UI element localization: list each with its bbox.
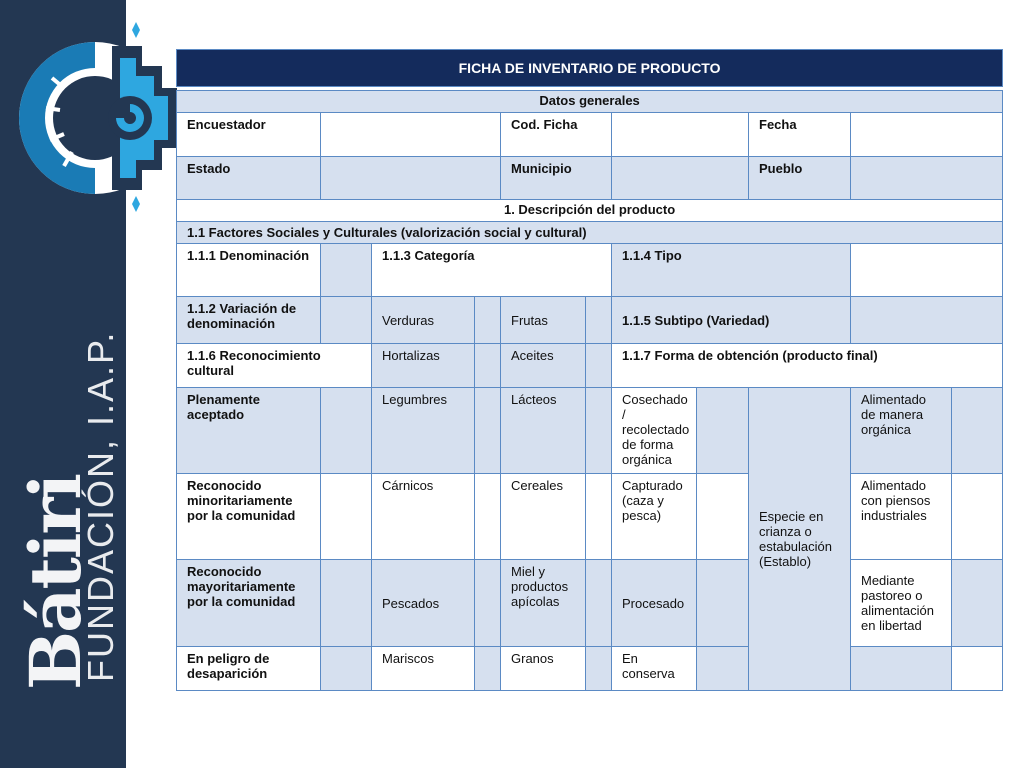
especie-label: Especie en crianza o estabulación (Establo)	[749, 388, 851, 691]
fecha-label: Fecha	[749, 113, 851, 157]
conserva-label: En conserva	[612, 647, 697, 691]
pleno-label: Plenamente aceptado	[177, 388, 321, 474]
verduras-check[interactable]	[475, 297, 501, 344]
subtipo-label: 1.1.5 Subtipo (Variedad)	[612, 297, 851, 344]
peligro-check[interactable]	[321, 647, 372, 691]
cereales-label: Cereales	[501, 474, 586, 560]
piensos-check[interactable]	[952, 474, 1003, 560]
hortalizas-label: Hortalizas	[372, 344, 475, 388]
legumbres-label: Legumbres	[372, 388, 475, 474]
subtipo-field[interactable]	[851, 297, 1003, 344]
section-description: 1. Descripción del producto	[177, 200, 1003, 222]
minoritario-label: Reconocido minoritariamente por la comunidad	[177, 474, 321, 560]
carnicos-check[interactable]	[475, 474, 501, 560]
minoritario-check[interactable]	[321, 474, 372, 560]
section-factors: 1.1 Factores Sociales y Culturales (valorización social y cultural)	[177, 222, 1003, 244]
mariscos-check[interactable]	[475, 647, 501, 691]
mayoritario-check[interactable]	[321, 560, 372, 647]
mayoritario-label: Reconocido mayoritariamente por la comunidad	[177, 560, 321, 647]
municipio-field[interactable]	[612, 157, 749, 200]
pleno-check[interactable]	[321, 388, 372, 474]
miel-check[interactable]	[586, 560, 612, 647]
pastoreo-label: Mediante pastoreo o alimentación en libertad	[851, 560, 952, 647]
empty-check[interactable]	[952, 647, 1003, 691]
conserva-check[interactable]	[697, 647, 749, 691]
inventory-form	[176, 49, 1002, 691]
pescados-check[interactable]	[475, 560, 501, 647]
estado-label: Estado	[177, 157, 321, 200]
granos-label: Granos	[501, 647, 586, 691]
granos-check[interactable]	[586, 647, 612, 691]
lacteos-label: Lácteos	[501, 388, 586, 474]
denominacion-field[interactable]	[321, 244, 372, 297]
encuestador-field[interactable]	[321, 113, 501, 157]
procesado-check[interactable]	[697, 560, 749, 647]
miel-label: Miel y productos apícolas	[501, 560, 586, 647]
categoria-label: 1.1.3 Categoría	[372, 244, 612, 297]
spiral-fret-logo-icon	[12, 18, 182, 218]
pastoreo-check[interactable]	[952, 560, 1003, 647]
piensos-label: Alimentado con piensos industriales	[851, 474, 952, 560]
variacion-field[interactable]	[321, 297, 372, 344]
capturado-label: Capturado (caza y pesca)	[612, 474, 697, 560]
brand-subtitle: FUNDACIÓN, I.A.P.	[80, 330, 121, 682]
aceites-label: Aceites	[501, 344, 586, 388]
mariscos-label: Mariscos	[372, 647, 475, 691]
pueblo-field[interactable]	[851, 157, 1003, 200]
frutas-check[interactable]	[586, 297, 612, 344]
tipo-field[interactable]	[851, 244, 1003, 297]
cod-ficha-label: Cod. Ficha	[501, 113, 612, 157]
section-general: Datos generales	[177, 91, 1003, 113]
procesado-label: Procesado	[612, 560, 697, 647]
peligro-label: En peligro de desaparición	[177, 647, 321, 691]
brand-script-name: Bátiri	[14, 475, 97, 690]
fecha-field[interactable]	[851, 113, 1003, 157]
denominacion-label: 1.1.1 Denominación	[177, 244, 321, 297]
estado-field[interactable]	[321, 157, 501, 200]
cosechado-text: Cosechado / recolectado de forma orgánica	[622, 392, 690, 467]
carnicos-label: Cárnicos	[372, 474, 475, 560]
pescados-label: Pescados	[372, 560, 475, 647]
cereales-check[interactable]	[586, 474, 612, 560]
frutas-label: Frutas	[501, 297, 586, 344]
lacteos-check[interactable]	[586, 388, 612, 474]
aceites-check[interactable]	[586, 344, 612, 388]
forma-obtencion-label: 1.1.7 Forma de obtención (producto final)	[612, 344, 1003, 388]
tipo-label: 1.1.4 Tipo	[612, 244, 851, 297]
cosechado-label	[612, 388, 697, 474]
encuestador-label: Encuestador	[177, 113, 321, 157]
cod-ficha-field[interactable]	[612, 113, 749, 157]
reconocimiento-label: 1.1.6 Reconocimiento cultural	[177, 344, 372, 388]
cosechado-check[interactable]	[697, 388, 749, 474]
vertical-brand	[14, 330, 121, 690]
verduras-label: Verduras	[372, 297, 475, 344]
legumbres-check[interactable]	[475, 388, 501, 474]
organica-check[interactable]	[952, 388, 1003, 474]
municipio-label: Municipio	[501, 157, 612, 200]
hortalizas-check[interactable]	[475, 344, 501, 388]
capturado-check[interactable]	[697, 474, 749, 560]
form-title: FICHA DE INVENTARIO DE PRODUCTO	[177, 50, 1003, 87]
empty-cell	[851, 647, 952, 691]
variacion-label: 1.1.2 Variación de denominación	[177, 297, 321, 344]
pueblo-label: Pueblo	[749, 157, 851, 200]
organica-label: Alimentado de manera orgánica	[851, 388, 952, 474]
